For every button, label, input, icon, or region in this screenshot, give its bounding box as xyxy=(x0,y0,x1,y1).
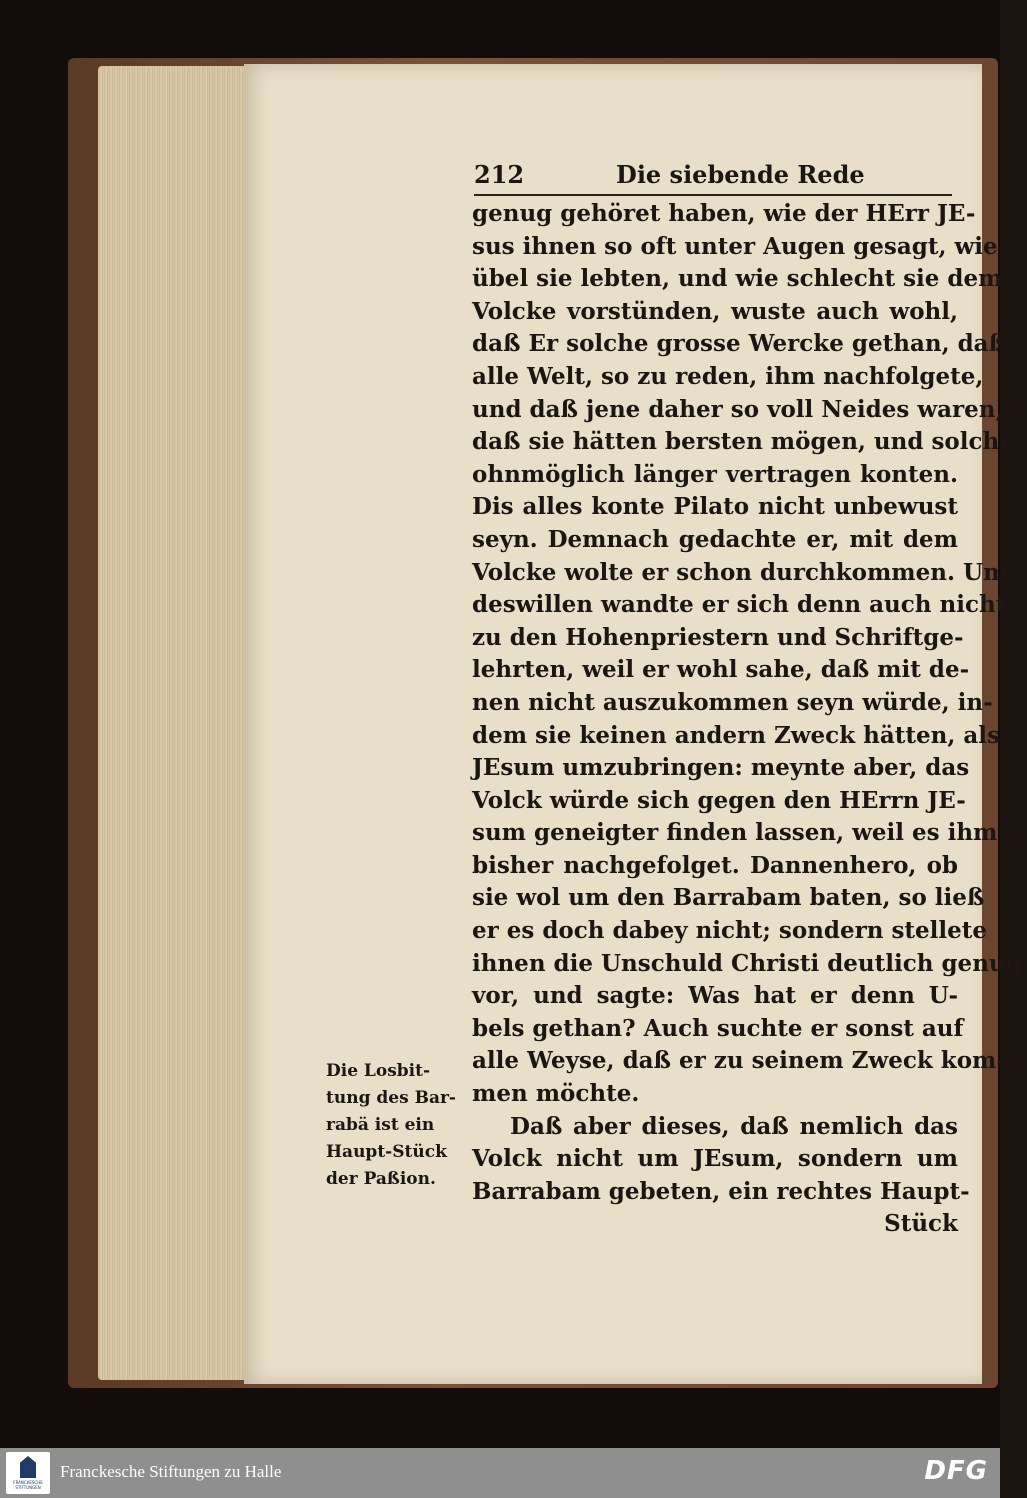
text-line: Volck nicht um JEsum, sondern um xyxy=(472,1145,958,1173)
text-line: Barrabam gebeten, ein rechtes Haupt- xyxy=(472,1177,970,1205)
marginal-note-line: tung des Bar- xyxy=(326,1088,456,1108)
marginal-note-line: der Paßion. xyxy=(326,1169,436,1189)
catchword: Stück xyxy=(884,1210,958,1238)
text-line: Volcke wolte er schon durchkommen. Um xyxy=(472,558,1008,586)
text-line: er es doch dabey nicht; sondern stellete xyxy=(472,917,988,945)
body-text xyxy=(472,198,1027,1241)
text-line: alle Welt, so zu reden, ihm nachfolgete, xyxy=(472,362,984,390)
text-line: lehrten, weil er wohl sahe, daß mit de- xyxy=(472,656,970,684)
text-line: dem sie keinen andern Zweck hätten, als xyxy=(472,721,1000,749)
text-line: vor, und sagte: Was hat er denn U- xyxy=(472,982,958,1010)
page-edges xyxy=(98,66,250,1380)
text-line: seyn. Demnach gedachte er, mit dem xyxy=(472,525,958,553)
logo-caption: FRANCKESCHE STIFTUNGEN xyxy=(13,1480,43,1490)
institution-name[interactable]: Franckesche Stiftungen zu Halle xyxy=(60,1462,282,1481)
text-line: nen nicht auszukommen seyn würde, in- xyxy=(472,688,993,716)
page-header xyxy=(474,160,956,194)
marginal-note-line: Die Losbit- xyxy=(326,1061,431,1081)
text-line: Volcke vorstünden, wuste auch wohl, xyxy=(472,297,958,325)
text-line: ohnmöglich länger vertragen konten. xyxy=(472,460,958,488)
marginal-note-line: rabä ist ein xyxy=(326,1115,435,1135)
header-rule xyxy=(474,194,952,196)
text-line: daß sie hätten bersten mögen, und solches xyxy=(472,428,1027,456)
text-line: bels gethan? Auch suchte er sonst auf xyxy=(472,1014,964,1042)
page-number: 212 xyxy=(474,160,525,189)
footer-bar xyxy=(0,1448,1000,1498)
text-line: bisher nachgefolget. Dannenhero, ob xyxy=(472,851,958,879)
text-line: genug gehöret haben, wie der HErr JE- xyxy=(472,200,976,227)
text-line: übel sie lebten, und wie schlecht sie dem xyxy=(472,265,1003,293)
text-line: und daß jene daher so voll Neides waren, xyxy=(472,395,1004,423)
text-line: zu den Hohenpriestern und Schriftge- xyxy=(472,623,964,651)
text-line: alle Weyse, daß er zu seinem Zweck kom- xyxy=(472,1047,1006,1075)
text-line: daß Er solche grosse Wercke gethan, daß xyxy=(472,330,1007,358)
building-icon xyxy=(20,1456,36,1478)
text-line: JEsum umzubringen: meynte aber, das xyxy=(472,754,970,782)
dfg-logo[interactable]: DFG xyxy=(924,1456,988,1486)
marginal-note-line: Haupt-Stück xyxy=(326,1142,447,1162)
institution-logo[interactable] xyxy=(6,1452,50,1494)
text-line: Daß aber dieses, daß nemlich das xyxy=(510,1112,958,1140)
text-line: sum geneigter finden lassen, weil es ihm xyxy=(472,819,998,847)
text-line: men möchte. xyxy=(472,1080,640,1108)
text-line: sie wol um den Barrabam baten, so ließ xyxy=(472,884,985,912)
text-line: sus ihnen so oft unter Augen gesagt, wie xyxy=(472,232,998,260)
marginal-note xyxy=(326,1058,476,1193)
text-line: Dis alles konte Pilato nicht unbewust xyxy=(472,493,958,521)
text-line: ihnen die Unschuld Christi deutlich genug xyxy=(472,949,1022,977)
running-title: Die siebende Rede xyxy=(616,160,865,189)
text-line: Volck würde sich gegen den HErrn JE- xyxy=(472,786,966,814)
text-line: deswillen wandte er sich denn auch nicht xyxy=(472,591,1007,619)
